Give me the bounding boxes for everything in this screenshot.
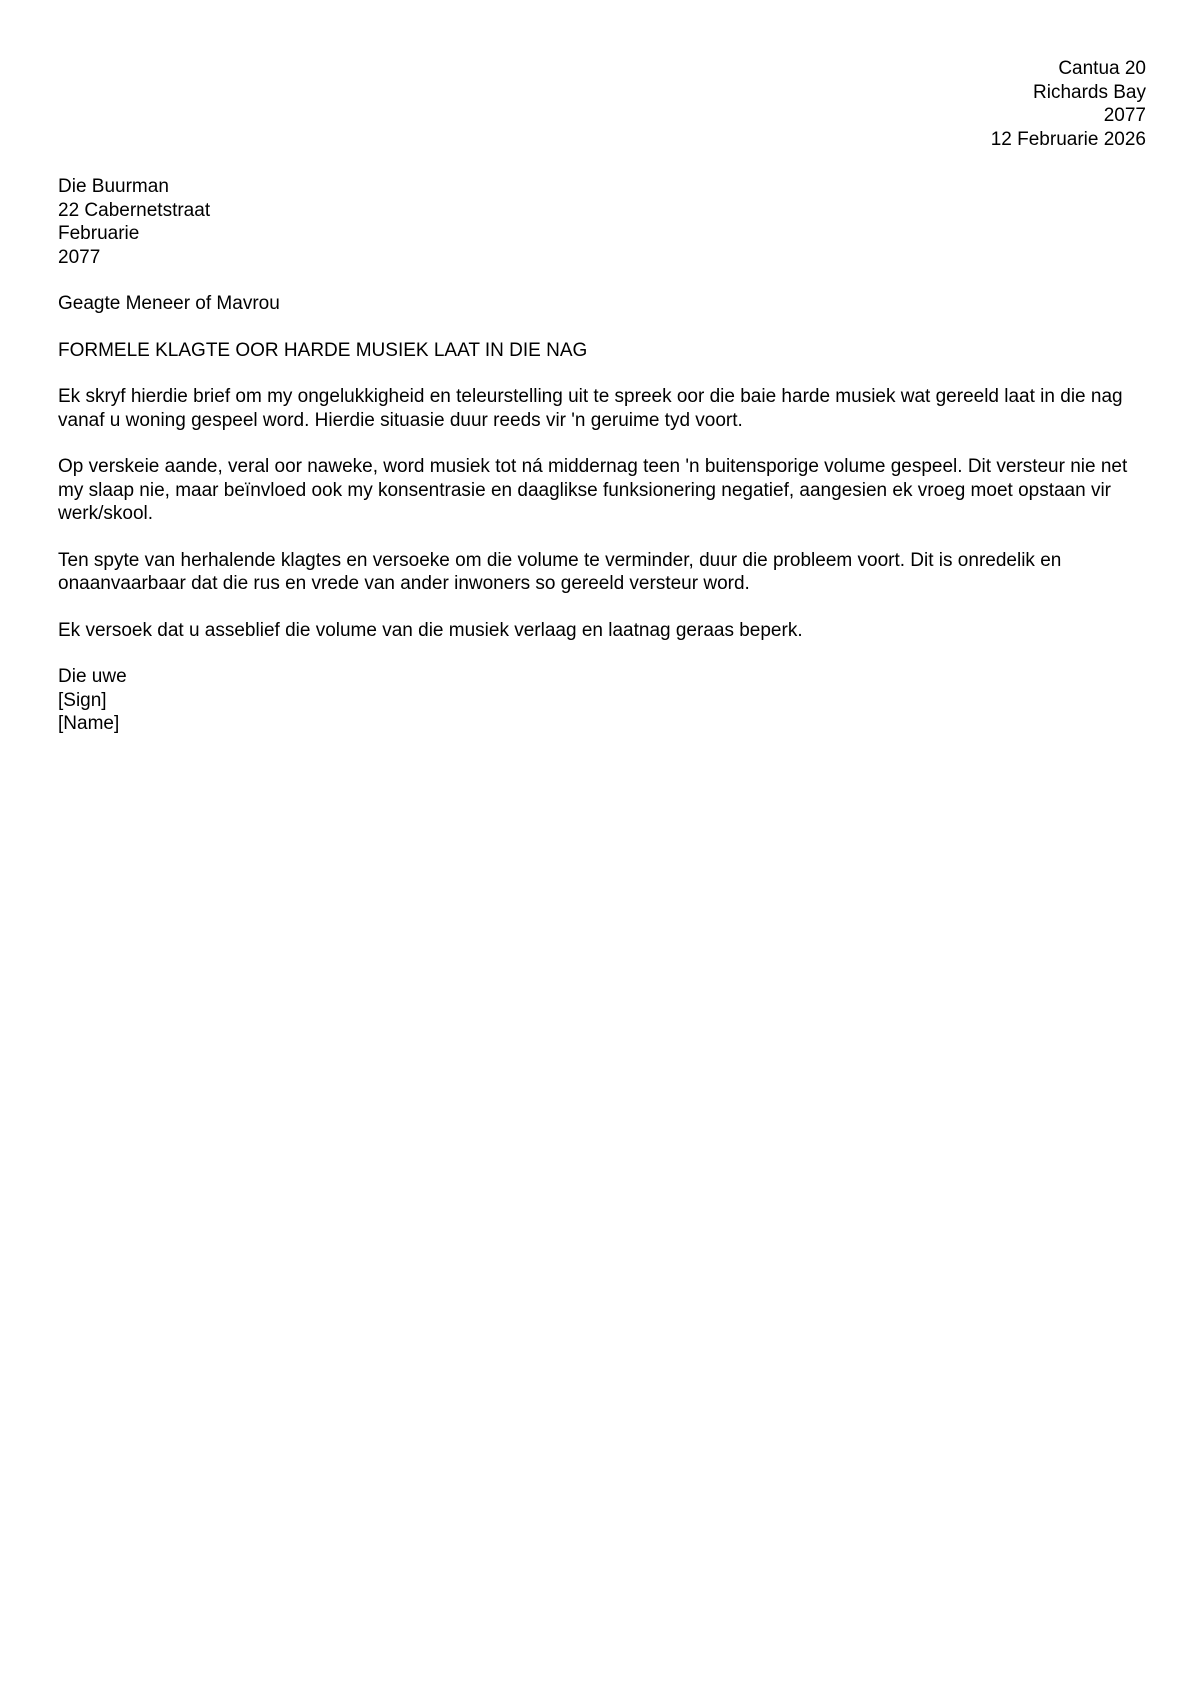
sender-address-line: 2077	[1103, 105, 1146, 126]
body-paragraph: Ek versoek dat u asseblief die volume van die musiek verlaag en laatnag geraas beperk.	[58, 619, 803, 641]
sender-address-line: Richards Bay	[1033, 81, 1146, 103]
body-paragraph: Ten spyte van herhalende klagtes en versoeke om die volume te verminder, duur die probleem voort. Dit is onredelik en onaanvaarbaar dat die rus en vrede van ander inwoners so gereeld versteur word.	[58, 549, 1062, 594]
recipient-address	[58, 175, 1146, 269]
recipient-address-line: 2077	[58, 246, 101, 268]
recipient-address-line: Die Buurman	[58, 176, 169, 197]
sender-address	[58, 57, 1146, 151]
salutation: Geagte Meneer of Mavrou	[58, 293, 280, 314]
name-placeholder: [Name]	[58, 713, 120, 734]
subject-line: FORMELE KLAGTE OOR HARDE MUSIEK LAAT IN DIE NAG	[58, 339, 588, 361]
letter-page	[58, 57, 1146, 736]
sender-address-line: Cantua 20	[1058, 58, 1146, 79]
recipient-address-line: 22 Cabernetstraat	[58, 199, 211, 221]
closing-block	[58, 665, 1146, 736]
letter-date: 12 Februarie 2026	[990, 128, 1146, 150]
body-paragraph: Ek skryf hierdie brief om my ongelukkigheid en teleurstelling uit te spreek oor die baie harde musiek wat gereeld laat in die nag vanaf u woning gespeel word. Hierdie situasie duur reeds vir 'n geruime tyd voort.	[58, 386, 1123, 431]
closing-phrase: Die uwe	[58, 666, 127, 687]
signature-placeholder: [Sign]	[58, 689, 107, 711]
body-paragraph: Op verskeie aande, veral oor naweke, word musiek tot ná middernag teen 'n buitensporige volume gespeel. Dit versteur nie net my slaap nie, maar beïnvloed ook my konsentrasie en daaglikse funksionering negatief, aangesien ek vroeg moet opstaan vir werk/skool.	[58, 456, 1128, 524]
recipient-address-line: Februarie	[58, 223, 140, 244]
